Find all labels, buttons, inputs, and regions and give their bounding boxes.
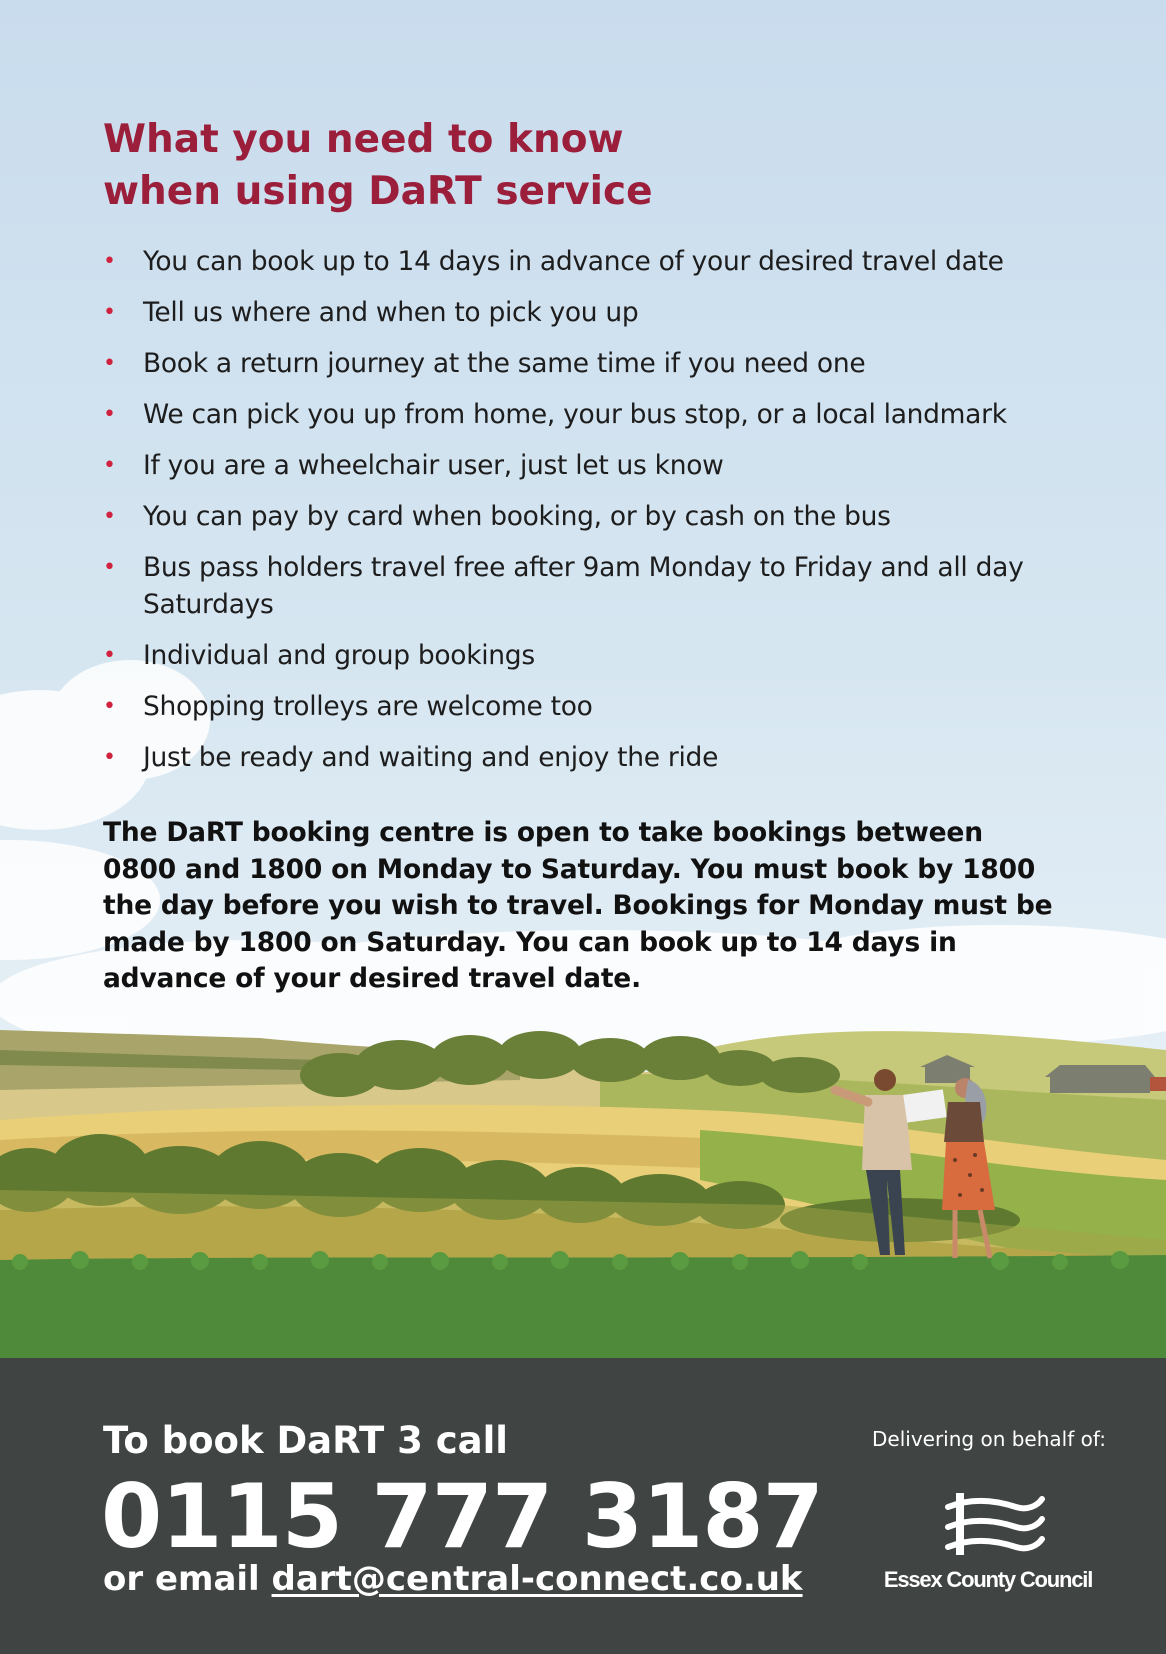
bullet-icon: •	[103, 555, 116, 580]
page-title	[103, 114, 653, 218]
list-item	[103, 345, 1103, 382]
list-item	[103, 739, 1103, 776]
email-prefix: or email	[103, 1559, 260, 1599]
list-item-text: You can book up to 14 days in advance of your desired travel date	[143, 246, 1004, 277]
list-item-text: Just be ready and waiting and enjoy the ride	[143, 742, 719, 773]
bullet-icon: •	[103, 249, 116, 274]
booking-hours-info: The DaRT booking centre is open to take bookings between 0800 and 1800 on Monday to Saturday. You must book by 1800 the day before you wish to travel. Bookings for Monday must be made by 1800 on Saturday. You can book up to 14 days in advance of your desired travel date.	[103, 817, 1053, 994]
countryside-illustration	[0, 1030, 1166, 1360]
list-item-text: We can pick you up from home, your bus stop, or a local landmark	[143, 399, 1007, 430]
list-item	[103, 447, 1103, 484]
list-item	[103, 498, 1103, 535]
key-points-list	[103, 243, 1103, 790]
bullet-icon: •	[103, 351, 116, 376]
list-item-text: Individual and group bookings	[143, 640, 535, 671]
list-item	[103, 549, 1103, 623]
bullet-icon: •	[103, 453, 116, 478]
delivering-on-behalf-label: Delivering on behalf of:	[872, 1427, 1106, 1451]
list-item-text: Shopping trolleys are welcome too	[143, 691, 593, 722]
list-item-text: If you are a wheelchair user, just let us know	[143, 450, 724, 481]
list-item-text: Tell us where and when to pick you up	[143, 297, 639, 328]
email-link[interactable]: dart@central-connect.co.uk	[271, 1559, 803, 1599]
list-item	[103, 294, 1103, 331]
list-item	[103, 637, 1103, 674]
bullet-icon: •	[103, 643, 116, 668]
list-item-text: Book a return journey at the same time if you need one	[143, 348, 866, 379]
bullet-icon: •	[103, 504, 116, 529]
list-item-text: Bus pass holders travel free after 9am Monday to Friday and all day Saturdays	[143, 552, 1024, 620]
booking-call-to-action: To book DaRT 3 call	[103, 1419, 508, 1462]
list-item-text: You can pay by card when booking, or by cash on the bus	[143, 501, 891, 532]
three-seaxes-icon	[938, 1487, 1050, 1567]
list-item	[103, 243, 1103, 280]
council-name: Essex County Council	[883, 1567, 1093, 1592]
list-item	[103, 688, 1103, 725]
bullet-icon: •	[103, 300, 116, 325]
email-line	[103, 1557, 803, 1601]
bullet-icon: •	[103, 694, 116, 719]
phone-number[interactable]: 0115 777 3187	[101, 1465, 823, 1568]
bullet-icon: •	[103, 745, 116, 770]
list-item	[103, 396, 1103, 433]
title-line-2: when using DaRT service	[103, 169, 653, 214]
bullet-icon: •	[103, 402, 116, 427]
title-line-1: What you need to know	[103, 117, 624, 162]
